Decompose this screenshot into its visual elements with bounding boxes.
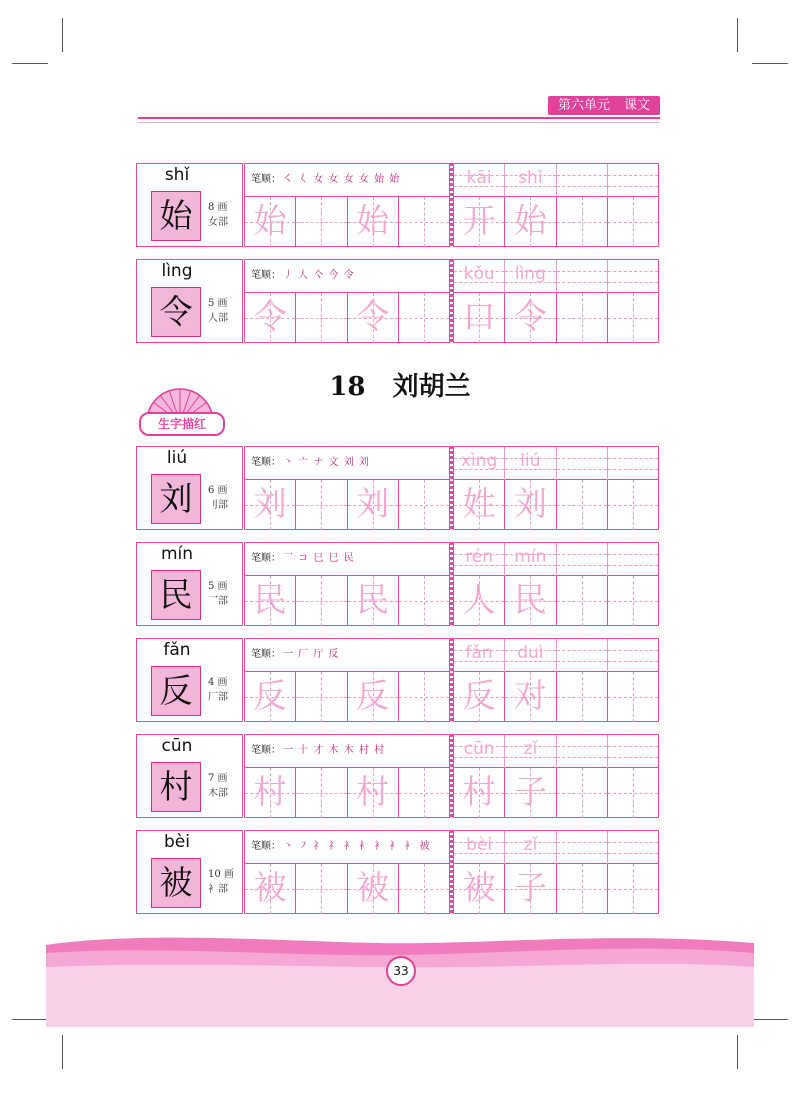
trace-pinyin: duì (517, 643, 544, 663)
writing-cell[interactable] (557, 672, 608, 722)
writing-cell[interactable] (557, 197, 608, 247)
writing-cell[interactable] (608, 197, 658, 247)
header-rule-thin (138, 122, 660, 123)
pinyin-cell[interactable] (454, 639, 505, 672)
pinyin-cell[interactable] (454, 447, 505, 480)
writing-cell[interactable] (505, 768, 556, 818)
stroke-count: 7 画 (208, 773, 228, 784)
writing-cell[interactable] (608, 768, 658, 818)
writing-cell[interactable] (245, 768, 296, 818)
stroke-order-label: 笔顺： (251, 841, 281, 852)
writing-cell[interactable] (245, 576, 296, 626)
trace-pinyin: xìng (460, 451, 498, 471)
character: 村 (151, 762, 201, 812)
trace-pinyin: zǐ (523, 739, 538, 759)
stroke-order-label: 笔顺： (251, 745, 281, 756)
stroke-count: 6 画 (208, 485, 228, 496)
character-meta (208, 675, 228, 705)
tracing-grid (244, 446, 450, 530)
writing-cell[interactable] (454, 672, 505, 722)
pinyin-lines (454, 447, 658, 480)
writing-cell[interactable] (245, 293, 296, 343)
pinyin-cell[interactable] (608, 260, 658, 293)
writing-cell[interactable] (454, 864, 505, 914)
stroke-sequence: 丿 人 亽 今 令 (283, 270, 355, 281)
radical: 衤部 (208, 884, 228, 895)
pinyin-lines (454, 639, 658, 672)
trace-character: 始 (253, 201, 287, 240)
writing-cell[interactable] (557, 293, 608, 343)
trace-word-character: 对 (513, 676, 547, 715)
word-grid (453, 542, 659, 626)
pinyin-cell[interactable] (608, 164, 658, 197)
pinyin-cell[interactable] (608, 831, 658, 864)
pinyin: lìng (161, 261, 193, 281)
character-row (136, 638, 659, 722)
writing-cell[interactable] (608, 672, 658, 722)
stroke-sequence: 丶 亠 ナ 文 刘 刘 (283, 457, 370, 468)
writing-cell[interactable] (348, 480, 399, 530)
crop-mark (12, 1019, 48, 1020)
character: 令 (151, 287, 201, 337)
pinyin: mín (160, 544, 194, 564)
stroke-order-label: 笔顺： (251, 174, 281, 185)
trace-word-character: 人 (462, 580, 496, 619)
stroke-order-label: 笔顺： (251, 649, 281, 660)
unit-tab (548, 96, 660, 115)
character-info (136, 638, 243, 722)
trace-pinyin: fǎn (465, 643, 493, 663)
tracing-grid (244, 163, 450, 247)
writing-cell[interactable] (348, 576, 399, 626)
stroke-order (245, 543, 449, 576)
character-info (136, 830, 243, 914)
trace-word-character: 被 (462, 868, 496, 907)
trace-character: 民 (356, 580, 390, 619)
character-info (136, 259, 243, 343)
writing-cell[interactable] (348, 768, 399, 818)
pinyin-cell[interactable] (454, 831, 505, 864)
writing-cell[interactable] (505, 480, 556, 530)
radical: 刂部 (208, 500, 228, 511)
pinyin-cell[interactable] (454, 164, 505, 197)
tracing-grid (244, 830, 450, 914)
lesson-number: 18 (329, 372, 366, 402)
stroke-order-label: 笔顺： (251, 270, 281, 281)
writing-cell[interactable] (245, 864, 296, 914)
writing-cell[interactable] (399, 768, 449, 818)
trace-pinyin: zǐ (523, 835, 538, 855)
writing-cell[interactable] (348, 864, 399, 914)
stroke-count: 5 画 (208, 298, 228, 309)
trace-word-character: 子 (513, 772, 547, 811)
writing-cell[interactable] (399, 672, 449, 722)
unit-label: 第六单元 (557, 98, 610, 113)
character-info (136, 446, 243, 530)
writing-cell[interactable] (296, 672, 347, 722)
radical: 乛部 (208, 596, 228, 607)
pinyin-lines (454, 831, 658, 864)
section-badge (135, 382, 225, 440)
stroke-count: 10 画 (208, 869, 234, 880)
writing-cell[interactable] (296, 768, 347, 818)
character: 始 (151, 191, 201, 241)
trace-pinyin: shǐ (518, 168, 543, 188)
writing-cell[interactable] (505, 197, 556, 247)
writing-cell[interactable] (399, 293, 449, 343)
writing-cell[interactable] (608, 864, 658, 914)
writing-cell[interactable] (557, 864, 608, 914)
pinyin-cell[interactable] (557, 543, 608, 576)
trace-character: 民 (253, 580, 287, 619)
pinyin-lines (454, 735, 658, 768)
writing-cell[interactable] (454, 293, 505, 343)
pinyin-cell[interactable] (505, 543, 556, 576)
trace-word-character: 口 (462, 297, 496, 336)
pinyin-lines (454, 260, 658, 293)
pinyin: cūn (161, 736, 193, 756)
pinyin-cell[interactable] (454, 735, 505, 768)
pinyin-cell[interactable] (454, 543, 505, 576)
writing-cell[interactable] (505, 576, 556, 626)
stroke-order (245, 260, 449, 293)
trace-character: 被 (356, 868, 390, 907)
character-info (136, 163, 243, 247)
writing-cell[interactable] (454, 480, 505, 530)
trace-pinyin: bèi (466, 835, 493, 855)
stroke-sequence: 一 十 才 木 木 村 村 (283, 745, 386, 756)
writing-cell[interactable] (296, 197, 347, 247)
pinyin-cell[interactable] (557, 447, 608, 480)
crop-mark (752, 63, 788, 64)
writing-cell[interactable] (557, 480, 608, 530)
trace-pinyin: lìng (514, 264, 546, 284)
pinyin-cell[interactable] (505, 447, 556, 480)
trace-word-character: 反 (462, 676, 496, 715)
writing-cell[interactable] (399, 864, 449, 914)
writing-cell[interactable] (348, 672, 399, 722)
character-row (136, 542, 659, 626)
radical: 木部 (208, 788, 228, 799)
writing-cell[interactable] (608, 576, 658, 626)
radical: 人部 (208, 313, 228, 324)
writing-cell[interactable] (454, 576, 505, 626)
pinyin-cell[interactable] (557, 164, 608, 197)
writing-cell[interactable] (505, 293, 556, 343)
character-row (136, 830, 659, 914)
writing-cell[interactable] (557, 576, 608, 626)
character-meta (208, 867, 234, 897)
trace-pinyin: kāi (466, 168, 492, 188)
pinyin-cell[interactable] (505, 260, 556, 293)
trace-word-character: 村 (462, 772, 496, 811)
trace-character: 令 (356, 297, 390, 336)
stroke-order-label: 笔顺： (251, 457, 281, 468)
stroke-order (245, 735, 449, 768)
pinyin: liú (166, 448, 188, 468)
pinyin-cell[interactable] (505, 639, 556, 672)
tracing-grid (244, 734, 450, 818)
pinyin-cell[interactable] (608, 543, 658, 576)
header-rule (138, 117, 660, 119)
trace-character: 始 (356, 201, 390, 240)
character-row (136, 259, 659, 343)
crop-mark (737, 1035, 738, 1069)
crop-mark (12, 63, 48, 64)
stroke-count: 8 画 (208, 202, 228, 213)
writing-cell[interactable] (296, 293, 347, 343)
writing-cell[interactable] (348, 293, 399, 343)
trace-character: 刘 (356, 484, 390, 523)
pinyin-cell[interactable] (505, 164, 556, 197)
character-info (136, 542, 243, 626)
pinyin-cell[interactable] (608, 735, 658, 768)
trace-pinyin: liú (520, 451, 541, 471)
character-meta (208, 483, 228, 513)
word-grid (453, 259, 659, 343)
character-meta (208, 200, 228, 230)
crop-mark (62, 1035, 63, 1069)
tracing-grid (244, 542, 450, 626)
writing-cell[interactable] (245, 480, 296, 530)
trace-pinyin: kǒu (463, 264, 495, 284)
pinyin-cell[interactable] (608, 639, 658, 672)
writing-cell[interactable] (608, 480, 658, 530)
writing-cell[interactable] (454, 768, 505, 818)
character-row (136, 446, 659, 530)
trace-pinyin: rén (465, 547, 494, 567)
radical: 厂部 (208, 692, 228, 703)
writing-cell[interactable] (296, 480, 347, 530)
writing-cell[interactable] (505, 864, 556, 914)
word-grid (453, 830, 659, 914)
pinyin: fǎn (163, 640, 191, 660)
trace-pinyin: cūn (463, 739, 495, 759)
pinyin-cell[interactable] (505, 735, 556, 768)
pinyin-lines (454, 543, 658, 576)
writing-cell[interactable] (557, 768, 608, 818)
character-row (136, 163, 659, 247)
pinyin-cell[interactable] (454, 260, 505, 293)
trace-word-character: 刘 (513, 484, 547, 523)
pinyin: shǐ (164, 165, 190, 185)
trace-character: 反 (356, 676, 390, 715)
writing-cell[interactable] (399, 576, 449, 626)
badge-label: 生字描红 (139, 412, 225, 436)
writing-cell[interactable] (505, 672, 556, 722)
tracing-grid (244, 259, 450, 343)
character-info (136, 734, 243, 818)
stroke-order-label: 笔顺： (251, 553, 281, 564)
character: 反 (151, 666, 201, 716)
writing-cell[interactable] (245, 672, 296, 722)
pinyin-cell[interactable] (557, 639, 608, 672)
writing-cell[interactable] (399, 480, 449, 530)
trace-word-character: 姓 (462, 484, 496, 523)
trace-word-character: 始 (513, 201, 547, 240)
trace-pinyin: mín (514, 547, 547, 567)
stroke-order (245, 639, 449, 672)
pinyin-cell[interactable] (608, 447, 658, 480)
trace-character: 被 (253, 868, 287, 907)
writing-cell[interactable] (399, 197, 449, 247)
trace-word-character: 令 (513, 297, 547, 336)
trace-character: 村 (356, 772, 390, 811)
stroke-sequence: 乛 コ 巳 巳 民 (283, 553, 355, 564)
writing-cell[interactable] (296, 864, 347, 914)
writing-cell[interactable] (454, 197, 505, 247)
character-row (136, 734, 659, 818)
lesson-name: 刘胡兰 (392, 372, 471, 402)
writing-cell[interactable] (608, 293, 658, 343)
writing-cell[interactable] (245, 197, 296, 247)
page-number: 33 (386, 956, 416, 986)
word-grid (453, 163, 659, 247)
stroke-order (245, 164, 449, 197)
trace-character: 反 (253, 676, 287, 715)
section-label: 课文 (623, 98, 650, 113)
stroke-sequence: ㇛ 𡿨 女 女 女 女 始 始 (283, 174, 401, 185)
stroke-order (245, 831, 449, 864)
character-meta (208, 296, 228, 326)
crop-mark (62, 18, 63, 52)
writing-cell[interactable] (348, 197, 399, 247)
character: 被 (151, 858, 201, 908)
pinyin-cell[interactable] (557, 831, 608, 864)
stroke-count: 4 画 (208, 677, 228, 688)
pinyin-cell[interactable] (557, 735, 608, 768)
lesson-title (0, 366, 800, 403)
character-meta (208, 579, 228, 609)
word-grid (453, 446, 659, 530)
pinyin: bèi (164, 832, 190, 852)
crop-mark (737, 18, 738, 52)
trace-word-character: 民 (513, 580, 547, 619)
tracing-grid (244, 638, 450, 722)
stroke-sequence: 一 厂 厅 反 (283, 649, 340, 660)
writing-cell[interactable] (296, 576, 347, 626)
character: 民 (151, 570, 201, 620)
stroke-count: 5 画 (208, 581, 228, 592)
trace-character: 村 (253, 772, 287, 811)
stroke-order (245, 447, 449, 480)
word-grid (453, 734, 659, 818)
trace-character: 刘 (253, 484, 287, 523)
radical: 女部 (208, 217, 228, 228)
trace-character: 令 (253, 297, 287, 336)
crop-mark (752, 1019, 788, 1020)
pinyin-cell[interactable] (505, 831, 556, 864)
character: 刘 (151, 474, 201, 524)
character-meta (208, 771, 228, 801)
word-grid (453, 638, 659, 722)
trace-word-character: 开 (462, 201, 496, 240)
trace-word-character: 子 (513, 868, 547, 907)
stroke-sequence: 丶 ㇇ 礻 礻 衤 衤 衤 衤 衤 被 (283, 841, 431, 852)
pinyin-lines (454, 164, 658, 197)
pinyin-cell[interactable] (557, 260, 608, 293)
